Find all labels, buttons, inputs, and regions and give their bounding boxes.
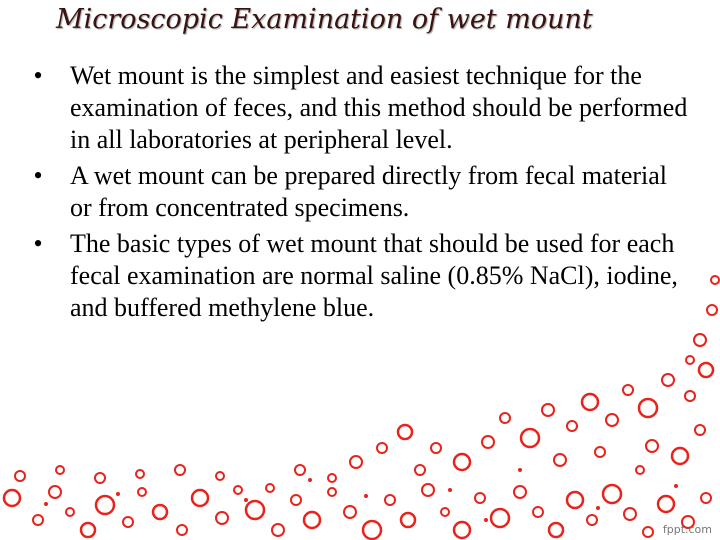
decorative-ring bbox=[377, 443, 387, 453]
decorative-ring bbox=[4, 490, 20, 506]
decorative-ring bbox=[401, 513, 415, 527]
decorative-ring bbox=[701, 493, 711, 503]
decorative-ring bbox=[643, 527, 653, 537]
decorative-ring bbox=[415, 465, 425, 475]
decorative-ring bbox=[482, 436, 494, 448]
decorative-ring bbox=[398, 425, 412, 439]
decorative-ring bbox=[177, 525, 187, 535]
decorative-ring bbox=[266, 484, 274, 492]
decorative-ring bbox=[138, 488, 146, 496]
bullet-marker: • bbox=[33, 161, 43, 190]
decorative-ring bbox=[595, 447, 605, 457]
decorative-ring bbox=[344, 506, 356, 518]
watermark: fppt.com bbox=[662, 523, 712, 536]
decorative-ring bbox=[699, 363, 713, 377]
decorative-ring bbox=[646, 440, 658, 452]
decorative-ring bbox=[606, 414, 618, 426]
decorative-dot bbox=[674, 484, 678, 488]
bullet-item bbox=[28, 60, 688, 156]
decorative-ring bbox=[216, 472, 224, 480]
decorative-ring bbox=[567, 492, 583, 508]
decorative-ring bbox=[685, 391, 695, 401]
decorative-dot bbox=[244, 498, 248, 502]
decorative-ring bbox=[15, 471, 25, 481]
decorative-ring bbox=[662, 374, 674, 386]
decorative-ring bbox=[636, 466, 644, 474]
decorative-ring bbox=[123, 517, 133, 527]
decorative-ring bbox=[686, 356, 694, 364]
decorative-ring bbox=[216, 512, 228, 524]
bullet-marker: • bbox=[33, 61, 43, 90]
decorative-ring bbox=[431, 443, 441, 453]
bullet-marker: • bbox=[33, 229, 43, 258]
decorative-ring bbox=[491, 509, 509, 527]
decorative-ring bbox=[603, 485, 621, 503]
decorative-ring bbox=[672, 448, 688, 464]
decorative-ring bbox=[96, 496, 114, 514]
decorative-ring bbox=[272, 524, 284, 536]
decorative-ring bbox=[567, 421, 577, 431]
decorative-dot bbox=[448, 488, 452, 492]
decorative-dot bbox=[308, 478, 312, 482]
slide-title: Microscopic Examination of wet mount bbox=[56, 4, 593, 35]
decorative-ring bbox=[295, 465, 305, 475]
decorative-ring bbox=[475, 493, 485, 503]
decorative-ring bbox=[711, 276, 719, 284]
decorative-dot bbox=[518, 468, 522, 472]
decorative-dot bbox=[44, 502, 48, 506]
decorative-ring bbox=[549, 523, 563, 537]
decorative-ring bbox=[658, 496, 674, 512]
decorative-ring bbox=[582, 394, 598, 410]
decorative-dot bbox=[364, 494, 368, 498]
decorative-ring bbox=[56, 466, 64, 474]
decorative-ring bbox=[521, 429, 539, 447]
decorative-ring bbox=[454, 454, 470, 470]
decorative-ring bbox=[328, 474, 336, 482]
decorative-ring bbox=[81, 523, 95, 537]
decorative-ring bbox=[246, 501, 264, 519]
decorative-ring bbox=[422, 484, 434, 496]
decorative-ring bbox=[514, 486, 526, 498]
decorative-ring bbox=[291, 495, 301, 505]
decorative-ring bbox=[95, 473, 105, 483]
decorative-ring bbox=[304, 512, 320, 528]
decorative-ring bbox=[175, 465, 185, 475]
decorative-ring bbox=[136, 470, 144, 478]
decorative-ring bbox=[350, 456, 362, 468]
decorative-ring bbox=[49, 486, 61, 498]
decorative-ring bbox=[153, 505, 167, 519]
decorative-ring bbox=[328, 488, 336, 496]
decorative-ring bbox=[500, 413, 510, 423]
bullet-text: The basic types of wet mount that should be used for each fecal examination are normal saline (0.85% NaCl), iodine, and buffered methylene blue. bbox=[70, 229, 678, 322]
decorative-ring bbox=[587, 515, 597, 525]
bullet-text: Wet mount is the simplest and easiest technique for the examination of feces, and this method should be performed in all laboratories at peripheral level. bbox=[70, 61, 688, 154]
decorative-ring bbox=[639, 399, 657, 417]
bullet-text: A wet mount can be prepared directly from fecal material or from concentrated specimens. bbox=[70, 161, 668, 222]
decorative-dot bbox=[116, 492, 120, 496]
decorative-ring bbox=[192, 490, 208, 506]
decorative-ring bbox=[234, 486, 242, 494]
decorative-ring bbox=[33, 515, 43, 525]
decorative-ring bbox=[441, 508, 449, 516]
decorative-ring bbox=[707, 305, 717, 315]
decorative-ring bbox=[385, 495, 395, 505]
decorative-ring bbox=[554, 454, 566, 466]
bullet-list bbox=[28, 60, 688, 328]
decorative-ring bbox=[533, 507, 543, 517]
decorative-ring bbox=[623, 385, 633, 395]
decorative-ring bbox=[454, 522, 470, 538]
decorative-ring bbox=[624, 508, 636, 520]
decorative-ring bbox=[695, 425, 705, 435]
decorative-ring bbox=[694, 334, 706, 346]
decorative-ring bbox=[363, 521, 381, 539]
bullet-item bbox=[28, 160, 688, 224]
decorative-dot bbox=[484, 518, 488, 522]
bullet-item bbox=[28, 228, 688, 324]
decorative-ring bbox=[542, 404, 554, 416]
decorative-dot bbox=[596, 506, 600, 510]
decorative-ring bbox=[66, 508, 74, 516]
